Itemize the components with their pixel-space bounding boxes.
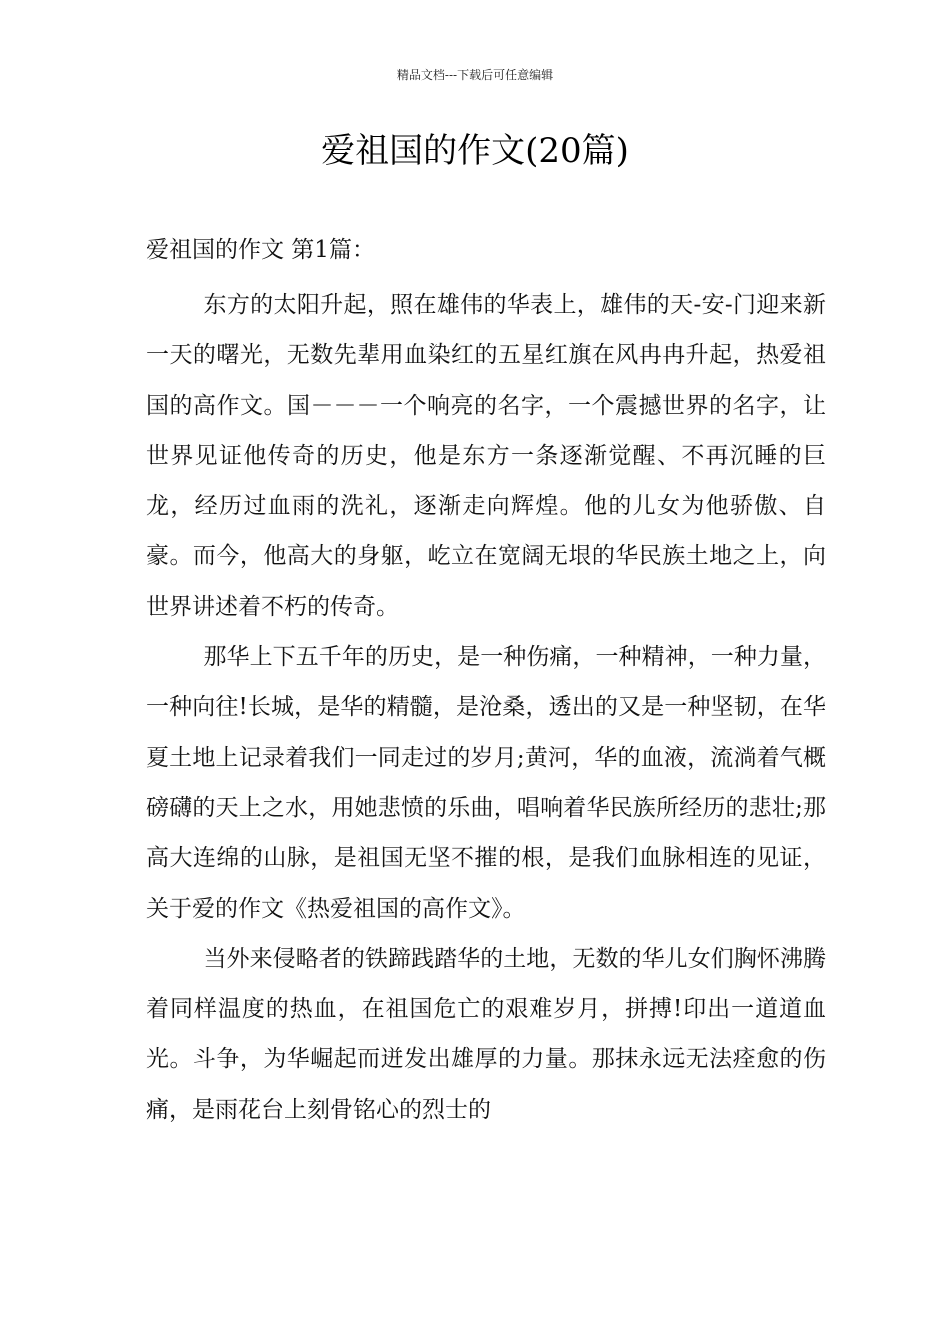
paragraph-2: 那华上下五千年的历史，是一种伤痛，一种精神，一种力量，一种向往!长城，是华的精髓，是沧桑，透出的又是一种坚韧，在华夏土地上记录着我们一同走过的岁月;黄河，华的血液，流淌着气概磅礴的天上之水，用她悲愤的乐曲，唱响着华民族所经历的悲壮;那高大连绵的山脉，是祖国无坚不摧的根，是我们血脉相连的见证，关于爱的作文《热爱祖国的高作文》。 [146, 644, 826, 922]
paragraph-1: 东方的太阳升起，照在雄伟的华表上，雄伟的天-安-门迎来新一天的曙光，无数先辈用血染红的五星红旗在风冉冉升起，热爱祖国的高作文。国－－－一个响亮的名字，一个震撼世界的名字，让世界见证他传奇的历史，他是东方一条逐渐觉醒、不再沉睡的巨龙，经历过血雨的洗礼，逐渐走向辉煌。他的儿女为他骄傲、自豪。而今，他高大的身躯，屹立在宽阔无垠的华民族土地之上，向世界讲述着不朽的传奇。 [146, 292, 826, 620]
header-note: 精品文档---下载后可任意编辑 [396, 68, 554, 82]
section-label: 爱祖国的作文 第1篇： [146, 237, 375, 263]
document-title: 爱祖国的作文(20篇) [321, 131, 629, 171]
body-text [146, 280, 826, 1135]
paragraph-3: 当外来侵略者的铁蹄践踏华的土地，无数的华儿女们胸怀沸腾着同样温度的热血，在祖国危亡的艰难岁月，拼搏!印出一道道血光。斗争，为华崛起而迸发出雄厚的力量。那抹永远无法痊愈的伤痛，是雨花台上刻骨铭心的烈士的 [146, 945, 826, 1123]
